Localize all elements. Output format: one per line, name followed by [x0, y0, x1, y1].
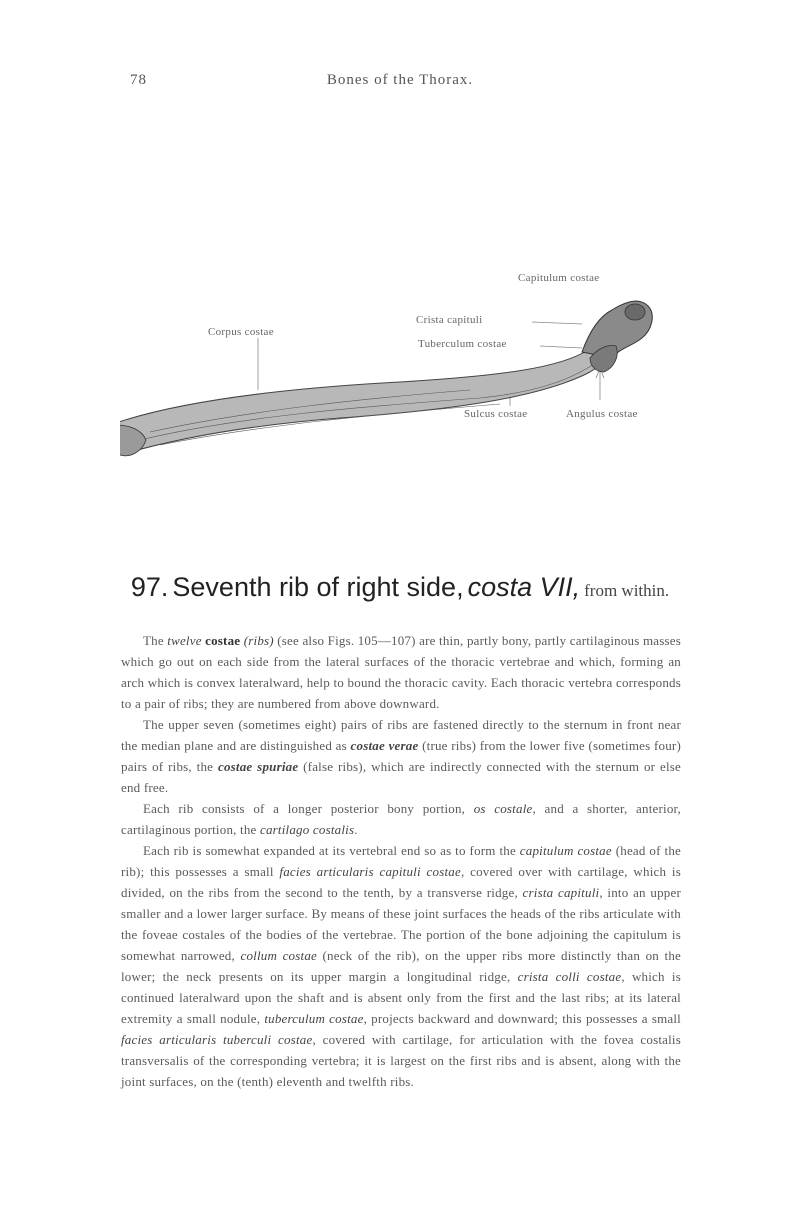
label-angulus-costae: Angulus costae [566, 408, 638, 420]
p4-facies-articularis-capituli: facies articularis capituli costae [279, 864, 461, 879]
leader-tuberculum [540, 346, 582, 348]
label-sulcus-costae: Sulcus costae [464, 408, 528, 420]
running-title: Bones of the Thorax. [326, 72, 474, 88]
paragraph-1 [121, 630, 681, 714]
p3-a: Each rib consists of a longer posterior bony portion, [143, 801, 474, 816]
rib-body [120, 322, 640, 455]
p2-costae-spuriae: costae spuriae [217, 759, 299, 774]
p4-crista-colli-costae: crista colli costae [517, 969, 622, 984]
p4-h: , covered with cartilage, for articulation with the fovea costalis transversalis of the corresponding vertebra; it is largest on the first ribs and is absent, along with the joint surfaces, on the (tenth) eleventh and twelfth ribs. [121, 1032, 681, 1089]
p2-b: (true ribs) from the lower five (sometimes four) pairs of ribs, the [121, 738, 681, 774]
figure-caption [0, 572, 800, 603]
p1-lead: The [143, 633, 168, 648]
label-corpus-costae: Corpus costae [208, 326, 274, 338]
p3-b: , and a shorter, anterior, cartilaginous portion, the [121, 801, 681, 837]
paragraph-3 [121, 798, 681, 840]
label-crista-capituli: Crista capituli [416, 314, 483, 326]
rib-illustration [120, 240, 700, 460]
page-header [0, 60, 800, 90]
caption-title: Seventh rib of right side, [172, 572, 464, 602]
body-text [121, 630, 681, 1092]
p4-d: , into an upper smaller and a lower larger surface. By means of these joint surfaces the heads of the ribs articulate with the foveae costales of the bodies of the vertebrae. The portion of the bone adjoining the capitulum is somewhat narrowed, [121, 885, 681, 963]
p4-b: (head of the rib); this possesses a small [121, 843, 681, 879]
p1-em-twelve: twelve [167, 633, 202, 648]
p3-os-costale: os costale [473, 801, 533, 816]
p2-a: The upper seven (sometimes eight) pairs of ribs are fastened directly to the sternum in front near the median plane and are distinguished as [121, 717, 681, 753]
p2-costae-verae: costae verae [350, 738, 419, 753]
p1-term-costae: costae [205, 633, 241, 648]
p1-em-ribs: (ribs) [243, 633, 274, 648]
caption-latin: costa VII, [467, 572, 581, 602]
p1-rest: (see also Figs. 105—107) are thin, partly bony, partly cartilaginous masses which go out on each side from the lateral surfaces of the thoracic vertebrae and which, forming an arch which is convex lateralward, help to bound the thoracic cavity. Each thoracic vertebra corresponds to a pair of ribs; they are numbered from above downward. [121, 633, 681, 711]
p4-crista-capituli: crista capituli [522, 885, 600, 900]
label-capitulum-costae-line1: Capitulum costae [518, 272, 600, 284]
page-number: 78 [130, 72, 147, 88]
p3-cartilago-costalis: cartilago costalis [259, 822, 355, 837]
p4-tuberculum-costae: tuberculum costae [264, 1011, 364, 1026]
p2-c: (false ribs), which are indirectly connected with the sternum or else end free. [121, 759, 682, 795]
leader-crista [532, 322, 582, 324]
p4-collum-costae: collum costae [240, 948, 317, 963]
p4-facies-articularis-tuberculi: facies articularis tuberculi costae [121, 1032, 313, 1047]
p4-a: Each rib is somewhat expanded at its vertebral end so as to form the [143, 843, 520, 858]
capitulum-articular-facet [625, 304, 645, 320]
p4-f: , which is continued lateralward upon the shaft and is absent only from the first and the last ribs; at its lateral extremity a small nodule, [121, 969, 681, 1026]
paragraph-4 [121, 840, 681, 1092]
p3-c: . [354, 822, 358, 837]
p4-e: (neck of the rib), on the upper ribs more distinctly than on the lower; the neck presents on its upper margin a longitudinal ridge, [121, 948, 681, 984]
p4-capitulum-costae: capitulum costae [519, 843, 612, 858]
rib-figure [120, 240, 700, 460]
caption-number: 97. [130, 572, 169, 602]
caption-note: from within. [584, 581, 670, 600]
paragraph-2 [121, 714, 681, 798]
p4-c: , covered over with cartilage, which is divided, on the ribs from the second to the tenth, by a transverse ridge, [121, 864, 681, 900]
label-tuberculum-costae: Tuberculum costae [418, 338, 507, 350]
p4-g: , projects backward and downward; this possesses a small [363, 1011, 681, 1026]
